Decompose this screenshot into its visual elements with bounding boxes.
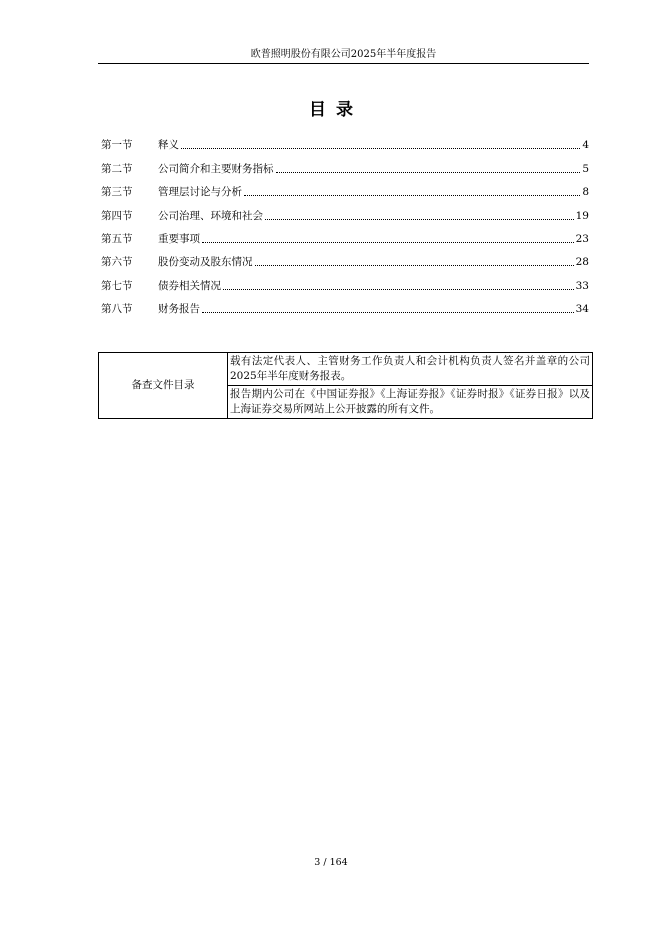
toc-page-number: 33: [575, 279, 589, 292]
toc-leader-dots: [202, 242, 574, 243]
toc-page-number: 34: [575, 303, 589, 316]
toc-leader-dots: [255, 265, 574, 266]
toc-section-label: 公司简介和主要财务指标: [158, 162, 274, 175]
reference-document-item: 载有法定代表人、主管财务工作负责人和会计机构负责人签名并盖章的公司2025年半年度财务报表。: [228, 353, 593, 386]
reference-documents-heading: 备查文件目录: [99, 353, 228, 419]
toc-entry-5[interactable]: [101, 225, 589, 248]
reference-documents-table: [98, 352, 593, 419]
toc-section-number: 第七节: [101, 279, 133, 292]
toc-section-number: 第一节: [101, 139, 133, 152]
toc-entry-1[interactable]: [101, 131, 589, 154]
toc-entry-3[interactable]: [101, 178, 589, 201]
table-row: [99, 353, 593, 386]
toc-title: 目录: [309, 100, 363, 120]
toc-leader-dots: [276, 172, 581, 173]
toc-section-number: 第四节: [101, 209, 133, 222]
toc-leader-dots: [244, 195, 580, 196]
toc-leader-dots: [223, 289, 574, 290]
toc-section-label: 股份变动及股东情况: [158, 256, 253, 269]
page-header: 欧普照明股份有限公司2025年半年度报告: [250, 49, 437, 60]
toc-page-number: 5: [582, 162, 589, 175]
toc-page-number: 4: [582, 139, 589, 152]
table-of-contents: [101, 131, 589, 318]
toc-entry-2[interactable]: [101, 154, 589, 177]
toc-entry-4[interactable]: [101, 201, 589, 224]
toc-page-number: 28: [575, 256, 589, 269]
toc-entry-6[interactable]: [101, 248, 589, 271]
toc-leader-dots: [265, 219, 574, 220]
reference-document-item: 报告期内公司在《中国证券报》《上海证券报》《证券时报》《证券日报》以及上海证券交易所网站上公开披露的所有文件。: [228, 386, 593, 419]
page-number: 3 / 164: [314, 857, 348, 868]
toc-section-number: 第八节: [101, 303, 133, 316]
toc-section-number: 第六节: [101, 256, 133, 269]
toc-entry-7[interactable]: [101, 271, 589, 294]
toc-section-label: 重要事项: [158, 232, 200, 245]
toc-section-label: 管理层讨论与分析: [158, 186, 242, 199]
toc-leader-dots: [181, 148, 580, 149]
toc-section-number: 第五节: [101, 232, 133, 245]
toc-page-number: 23: [575, 232, 589, 245]
toc-page-number: 19: [575, 209, 589, 222]
toc-entry-8[interactable]: [101, 295, 589, 318]
toc-section-label: 财务报告: [158, 303, 200, 316]
toc-section-label: 公司治理、环境和社会: [158, 209, 263, 222]
toc-section-label: 债券相关情况: [158, 279, 221, 292]
toc-leader-dots: [202, 312, 574, 313]
toc-section-label: 释义: [158, 139, 179, 152]
toc-page-number: 8: [582, 186, 589, 199]
header-divider: [98, 63, 589, 64]
toc-section-number: 第二节: [101, 162, 133, 175]
toc-section-number: 第三节: [101, 186, 133, 199]
